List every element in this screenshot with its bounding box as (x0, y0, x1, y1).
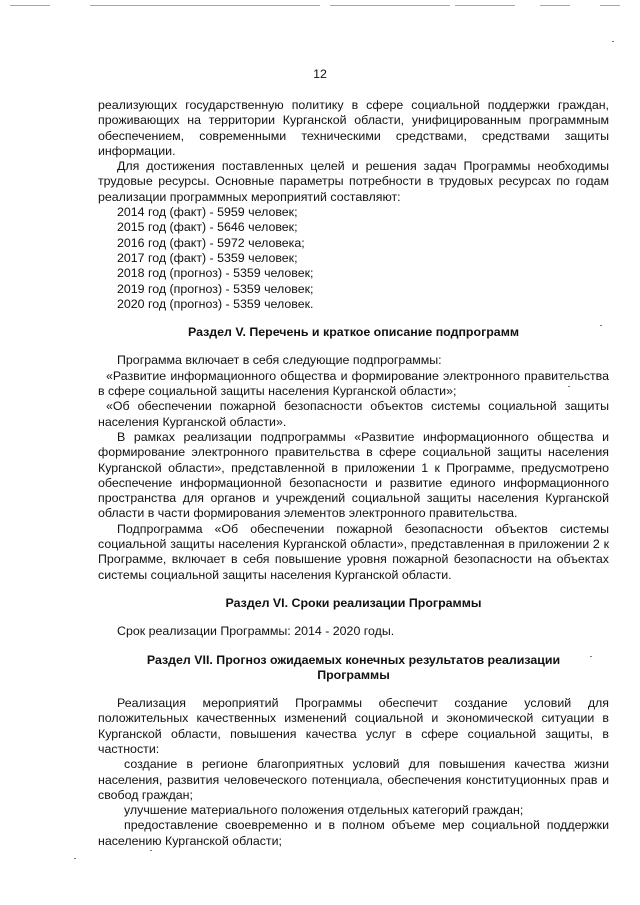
list-item: 2019 год (прогноз) - 5359 человек; (117, 281, 314, 296)
paragraph: «Об обеспечении пожарной безопасности объектов системы социальной защиты населения Курганской области». (98, 399, 609, 429)
list-item: 2015 год (факт) - 5646 человек; (117, 220, 298, 235)
paragraph: «Развитие информационного общества и формирование электронного правительства в сфере социальной защиты населения Курганской области»; (98, 368, 609, 399)
section-heading: Раздел VI. Сроки реализации Программы (225, 595, 482, 610)
scan-speck (600, 325, 602, 326)
paragraph: реализующих государственную политику в сфере социальной поддержки граждан, проживающих на территории Курганской области, унифицированным программным обеспечением, современными техническими средствами, средствами защиты информации. (98, 98, 609, 158)
document-body (98, 98, 609, 849)
list-item: 2017 год (факт) - 5359 человек; (117, 250, 298, 265)
paragraph: улучшение материального положения отдельных категорий граждан; (124, 803, 524, 818)
paragraph: Подпрограмма «Об обеспечении пожарной безопасности объектов системы социальной защиты населения Курганской области», представленная в приложении 2 к Программе, включает в себя повышение уровня пожарной безопасности на объектах системы социальной защиты населения Курганской области. (98, 521, 609, 582)
paragraph: В рамках реализации подпрограммы «Развитие информационного общества и формирование электронного правительства в сфере социальной защиты населения Курганской области», представленной в приложении 1 к Программе, предусмотрено обеспечение информационной безопасности и развитие единого информационного пространства для органов и учреждений социальной защиты населения Курганской области в части формирования элементов электронного правительства. (98, 429, 609, 521)
scan-speck (74, 858, 76, 859)
paragraph: создание в регионе благоприятных условий для повышения качества жизни населения, развития человеческого потенциала, обеспечения конституционных прав и свобод граждан; (98, 757, 609, 802)
section-heading: Раздел V. Перечень и краткое описание подпрограмм (187, 325, 520, 340)
paragraph: предоставление своевременно и в полном объеме мер социальной поддержки населению Курганской области; (98, 818, 609, 848)
page-number: 12 (313, 67, 327, 81)
list-item: 2014 год (факт) - 5959 человек; (117, 205, 298, 220)
heading-line: Раздел VII. Прогноз ожидаемых конечных результатов реализации (146, 652, 561, 667)
list-item: 2018 год (прогноз) - 5359 человек; (117, 266, 314, 281)
paragraph: Программа включает в себя следующие подпрограммы: (117, 353, 442, 368)
section-heading (98, 653, 609, 684)
scan-speck (568, 386, 570, 387)
scan-speck (150, 850, 152, 851)
paragraph: Реализация мероприятий Программы обеспечит создание условий для положительных качественных изменений социальной и экономической ситуации в Курганской области, повышения качества услуг в сфере социальной защиты, в частности: (98, 696, 609, 756)
scan-speck (612, 41, 614, 42)
workforce-list (117, 205, 609, 312)
scan-edge-marks (0, 5, 640, 11)
list-item: 2016 год (факт) - 5972 человека; (117, 235, 305, 250)
list-item: 2020 год (прогноз) - 5359 человек. (117, 296, 314, 311)
paragraph: Срок реализации Программы: 2014 - 2020 годы. (117, 624, 395, 639)
scan-speck (590, 656, 592, 657)
paragraph: Для достижения поставленных целей и решения задач Программы необходимы трудовые ресурсы. Основные параметры потребности в трудовых ресурсах по годам реализации программных мероприятий составляют: (98, 159, 609, 204)
heading-line: Программы (317, 667, 390, 682)
